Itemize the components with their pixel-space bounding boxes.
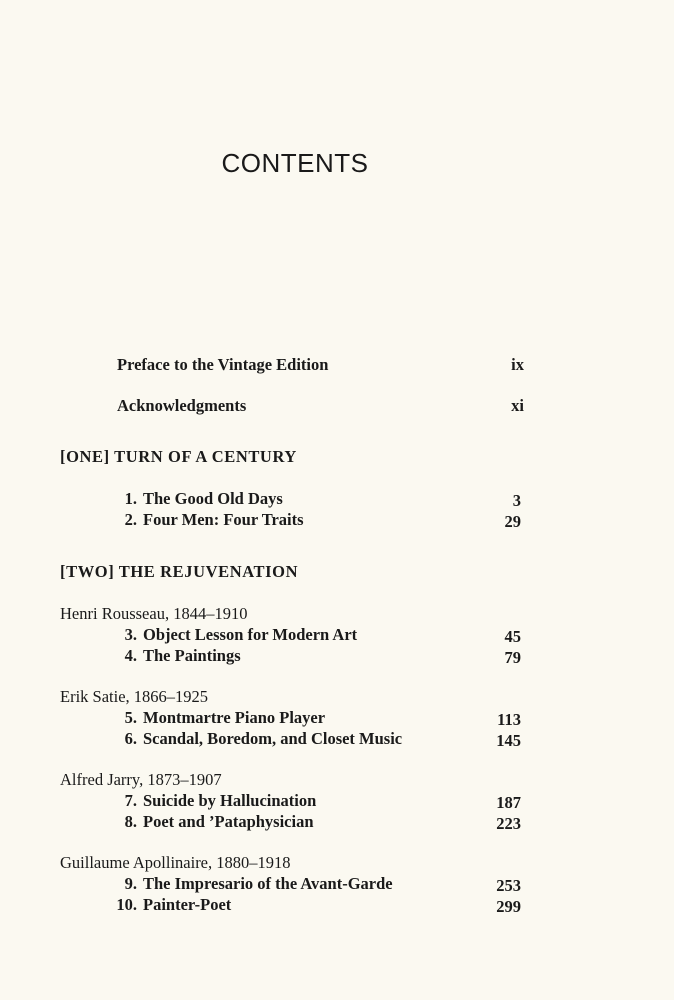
chapter-number: 10. <box>116 895 137 914</box>
chapter-number: 8. <box>124 812 137 831</box>
toc-entry[interactable] <box>117 646 241 666</box>
entry-page: 29 <box>504 512 521 531</box>
chapter-number: 3. <box>124 625 137 644</box>
entry-page: 79 <box>504 648 521 667</box>
toc-entry[interactable] <box>117 510 304 530</box>
entry-label: Four Men: Four Traits <box>143 510 304 529</box>
chapter-number: 9. <box>124 874 137 893</box>
toc-entry[interactable] <box>117 874 393 894</box>
entry-label: Suicide by Hallucination <box>143 791 317 810</box>
author-heading: Alfred Jarry, 1873–1907 <box>60 770 222 789</box>
chapter-number: 5. <box>124 708 137 727</box>
page-title: CONTENTS <box>221 148 369 178</box>
entry-label: The Good Old Days <box>143 489 283 508</box>
author-heading: Guillaume Apollinaire, 1880–1918 <box>60 853 291 872</box>
entry-label: The Paintings <box>143 646 241 665</box>
toc-entry[interactable] <box>117 812 314 832</box>
entry-label: Acknowledgments <box>117 396 247 415</box>
author-heading: Henri Rousseau, 1844–1910 <box>60 604 248 623</box>
author-heading: Erik Satie, 1866–1925 <box>60 687 209 706</box>
entry-label: Montmartre Piano Player <box>143 708 326 727</box>
toc-entry[interactable] <box>117 791 316 811</box>
entry-label: Preface to the Vintage Edition <box>117 355 329 374</box>
chapter-number: 2. <box>124 510 137 529</box>
entry-label: Scandal, Boredom, and Closet Music <box>143 729 403 748</box>
toc-entry[interactable] <box>117 708 325 728</box>
chapter-number: 7. <box>124 791 137 810</box>
entry-page: 223 <box>496 814 521 833</box>
entry-page: 45 <box>504 627 521 646</box>
entry-page: xi <box>511 396 524 415</box>
entry-page: 253 <box>496 876 521 895</box>
toc-entry[interactable] <box>117 489 283 509</box>
entry-label: Object Lesson for Modern Art <box>143 625 358 644</box>
entry-label: Painter-Poet <box>143 895 232 914</box>
entry-label: Poet and ’Pataphysician <box>143 812 314 831</box>
chapter-number: 1. <box>124 489 137 508</box>
entry-page: 187 <box>496 793 521 812</box>
toc-entry-preface[interactable] <box>117 355 328 375</box>
entry-page: 3 <box>512 491 521 510</box>
entry-label: The Impresario of the Avant-Garde <box>143 874 393 893</box>
toc-entry[interactable] <box>117 625 357 645</box>
toc-entry-acknowledgments[interactable] <box>117 396 246 416</box>
entry-page: 299 <box>496 897 521 916</box>
chapter-number: 4. <box>124 646 137 665</box>
entry-page: ix <box>511 355 524 374</box>
toc-entry[interactable] <box>117 729 402 749</box>
entry-page: 113 <box>497 710 521 729</box>
toc-entry[interactable] <box>111 895 231 915</box>
entry-page: 145 <box>496 731 521 750</box>
chapter-number: 6. <box>124 729 137 748</box>
part-heading: [ONE] TURN OF A CENTURY <box>60 447 297 466</box>
part-heading: [TWO] THE REJUVENATION <box>60 562 299 581</box>
